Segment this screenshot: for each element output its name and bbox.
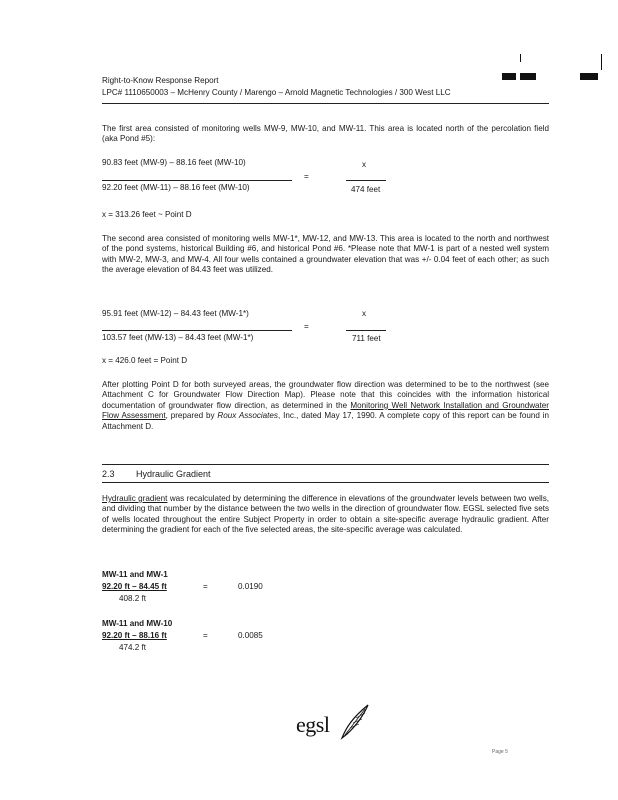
area1-denominator: 92.20 feet (MW-11) – 88.16 feet (MW-10) — [102, 183, 250, 192]
area1-fraction-bar — [102, 180, 292, 181]
section-rule-top — [102, 464, 549, 465]
area2-result: x = 426.0 feet = Point D — [102, 356, 188, 365]
header-logo-block — [520, 73, 536, 80]
header-divider — [102, 103, 549, 104]
calc2-numerator: 92.20 ft – 88.16 ft — [102, 631, 167, 640]
area2-numerator: 95.91 feet (MW-12) – 84.43 feet (MW-1*) — [102, 309, 249, 318]
area2-distance: 711 feet — [352, 334, 381, 343]
egsl-logo-text: egsl — [296, 712, 330, 737]
calc2-equals: = — [203, 631, 208, 640]
egsl-logo — [296, 702, 376, 742]
area2-x: x — [362, 309, 367, 318]
header-site-line: LPC# 1110650003 – McHenry County / Marengo – Arnold Magnetic Technologies / 300 West LLC — [102, 88, 451, 97]
header-logo-block — [580, 73, 598, 80]
report-title-link: Monitoring Well Network Installation and Groundwater Flow Assessment — [102, 400, 550, 421]
area2-fraction-bar — [102, 330, 292, 331]
calc2-label: MW-11 and MW-10 — [102, 619, 173, 628]
calc1-result: 0.0190 — [238, 582, 263, 591]
area2-denominator: 103.57 feet (MW-13) – 84.43 feet (MW-1*) — [102, 333, 254, 342]
area1-x: x — [362, 160, 367, 169]
report-author: Roux Associates — [217, 411, 278, 421]
area1-equals: = — [304, 172, 309, 181]
page-number: Page 5 — [492, 749, 508, 755]
area2-intro: The second area consisted of monitoring wells MW-1*, MW-12, and MW-13. This area is located to the north and northwest of the pond systems, historical Building #6, and historical Pond #6. *Please note that MW-1 is part of a nested well system with MW-2, MW-3, and MW-4. All four wells contained a groundwater elevation that was +/- 0.04 feet of each other; as such the average elevation of 84.43 feet was utilized. — [102, 234, 549, 275]
header-logo-block — [502, 73, 516, 80]
scan-mark — [520, 54, 521, 62]
hydraulic-gradient-term: Hydraulic gradient — [102, 494, 168, 503]
area1-result: x = 313.26 feet ~ Point D — [102, 210, 192, 219]
flow-direction-conclusion: After plotting Point D for both surveyed areas, the groundwater flow direction was determined to be to the northwest (see Attachment C for Groundwater Flow Direction Map). Please note that this coincides with the information historical documentation of groundwater flow direction, as determined in the Monitoring Well Network Installation and Groundwater Flow Assessment, prepared by Roux Associates, Inc., dated May 17, 1990. A complete copy of this report can be found in Attachment D. — [102, 380, 550, 431]
calc2-denominator: 474.2 ft — [119, 643, 147, 652]
area2-equals: = — [304, 322, 309, 331]
section-title: Hydraulic Gradient — [136, 469, 211, 479]
scan-mark — [601, 54, 602, 70]
area1-intro: The first area consisted of monitoring wells MW-9, MW-10, and MW-11. This area is located north of the percolation field (aka Pond #5): — [102, 124, 549, 144]
header-report-title: Right-to-Know Response Report — [102, 76, 219, 85]
section-number: 2.3 — [102, 469, 115, 479]
hydraulic-gradient-intro: Hydraulic gradient was recalculated by determining the difference in elevations of the groundwater levels between two wells, and dividing that number by the distance between the two wells in the direction of groundwater flow. EGSL selected five sets of wells located throughout the entire Subject Property in order to obtain a site-specific average hydraulic gradient. After determining the gradient for each of the five selected areas, the site-specific average was calculated. — [102, 494, 550, 535]
area1-numerator: 90.83 feet (MW-9) – 88.16 feet (MW-10) — [102, 158, 246, 167]
area1-distance: 474 feet — [351, 185, 381, 194]
area2-right-bar — [346, 330, 386, 331]
feather-quill-icon — [338, 702, 372, 740]
calc2-result: 0.0085 — [238, 631, 263, 640]
calc1-denominator: 408.2 ft — [119, 594, 147, 603]
calc1-numerator: 92.20 ft – 84.45 ft — [102, 582, 167, 591]
area1-right-bar — [346, 180, 386, 181]
calc1-label: MW-11 and MW-1 — [102, 570, 168, 579]
calc1-equals: = — [203, 582, 208, 591]
section-rule-bottom — [102, 482, 549, 483]
